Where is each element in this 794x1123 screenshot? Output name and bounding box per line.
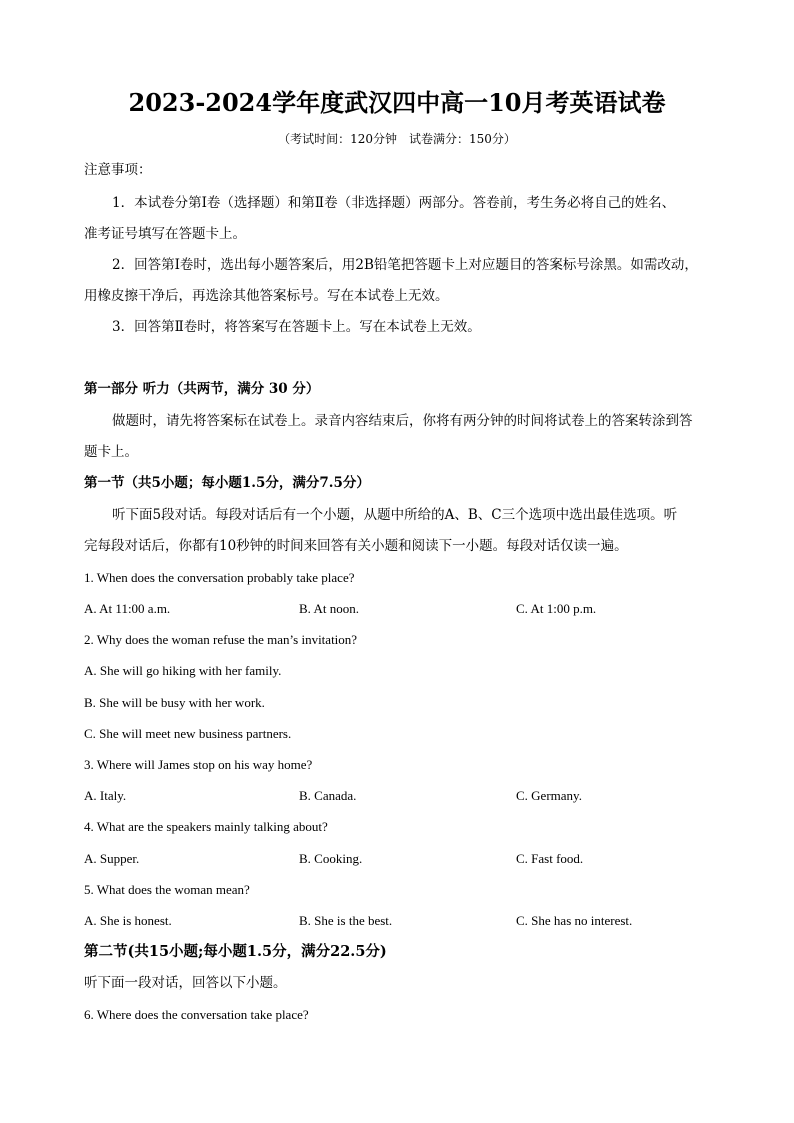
question-2-option-b: B. She will be busy with her work.: [84, 695, 265, 710]
part1-heading: 第一部分 听力（共两节，满分 30 分）: [84, 381, 320, 397]
section2-heading: 第二节(共15小题;每小题1.5分，满分22.5分): [84, 943, 387, 960]
question-6: 6. Where does the conversation take place?: [84, 1007, 309, 1022]
question-1-option-a: A. At 11:00 a.m.: [84, 601, 171, 616]
question-3-option-c: C. Germany.: [516, 788, 582, 803]
exam-time-info: （考试时间：120分钟 试卷满分：150分）: [278, 132, 516, 146]
question-1-option-c: C. At 1:00 p.m.: [516, 601, 597, 616]
question-2: 2. Why does the woman refuse the man’s invitation?: [84, 632, 358, 647]
question-3-option-a: A. Italy.: [84, 788, 127, 803]
question-2-option-c: C. She will meet new business partners.: [84, 726, 292, 741]
question-4: 4. What are the speakers mainly talking about?: [84, 819, 328, 834]
section1-instruction-line-2: 完每段对话后，你都有10秒钟的时间来回答有关小题和阅读下一小题。每段对话仅读一遍。: [84, 538, 628, 554]
question-3: 3. Where will James stop on his way home?: [84, 757, 313, 772]
section1-instruction-line-1: 听下面5段对话。每段对话后有一个小题，从题中所给的A、B、C三个选项中选出最佳选项。听: [112, 507, 678, 523]
question-5-option-c: C. She has no interest.: [516, 913, 633, 928]
question-4-option-c: C. Fast food.: [516, 851, 584, 866]
notice-item-2-line-1: 2．回答第Ⅰ卷时，选出每小题答案后，用2B铅笔把答题卡上对应题目的答案标号涂黑。如需改动，: [112, 257, 698, 273]
question-1-option-b: B. At noon.: [299, 601, 359, 616]
part1-instruction-line-1: 做题时，请先将答案标在试卷上。录音内容结束后，你将有两分钟的时间将试卷上的答案转涂到答: [112, 413, 693, 429]
section1-heading: 第一节（共5小题；每小题1.5分，满分7.5分）: [84, 475, 370, 491]
question-4-option-a: A. Supper.: [84, 851, 140, 866]
question-3-option-b: B. Canada.: [299, 788, 357, 803]
question-5: 5. What does the woman mean?: [84, 882, 250, 897]
question-1: 1. When does the conversation probably take place?: [84, 570, 355, 585]
notice-item-1-line-1: 1．本试卷分第Ⅰ卷（选择题）和第Ⅱ卷（非选择题）两部分。答卷前，考生务必将自己的姓名、: [112, 195, 676, 211]
question-4-option-b: B. Cooking.: [299, 851, 363, 866]
question-2-option-a: A. She will go hiking with her family.: [84, 663, 282, 678]
section2-instruction: 听下面一段对话，回答以下小题。: [84, 975, 287, 991]
notice-item-1-line-2: 准考证号填写在答题卡上。: [84, 226, 246, 242]
question-5-option-b: B. She is the best.: [299, 913, 393, 928]
page-title: 2023-2024学年度武汉四中高一10月考英语试卷: [128, 88, 666, 117]
part1-instruction-line-2: 题卡上。: [84, 444, 138, 460]
notice-item-3: 3．回答第Ⅱ卷时，将答案写在答题卡上。写在本试卷上无效。: [112, 319, 481, 335]
notice-item-2-line-2: 用橡皮擦干净后，再选涂其他答案标号。写在本试卷上无效。: [84, 288, 449, 304]
notice-heading: 注意事项：: [84, 162, 152, 178]
question-5-option-a: A. She is honest.: [84, 913, 172, 928]
